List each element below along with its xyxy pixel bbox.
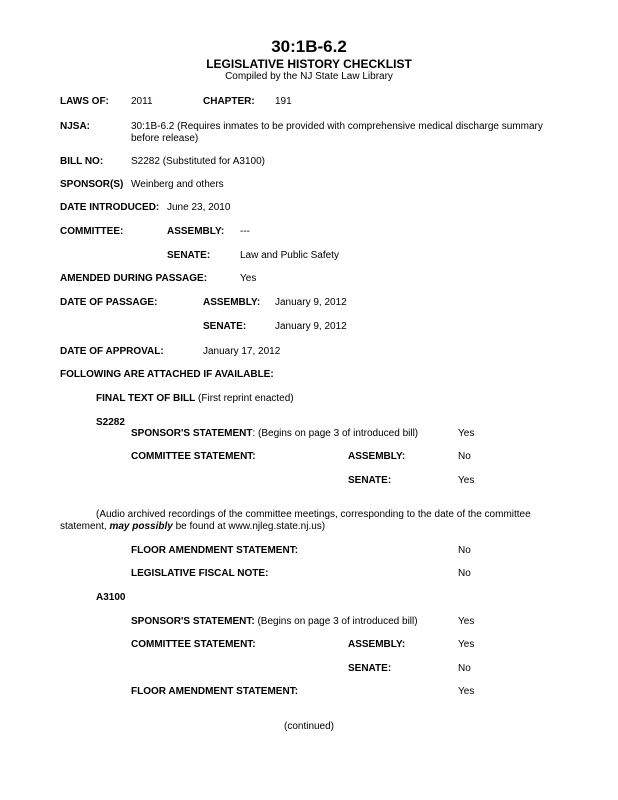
- committee-senate-value: Law and Public Safety: [240, 250, 339, 261]
- audio-note: [60, 509, 576, 533]
- a3100-floor-amendment-value: Yes: [458, 686, 475, 697]
- audio-note-part1: (Audio archived recordings of the committee meetings, corresponding to the date of the committee statement,: [60, 509, 531, 532]
- s2282-committee-statement-label: COMMITTEE STATEMENT:: [131, 451, 256, 462]
- bill-no-value: S2282 (Substituted for A3100): [131, 156, 265, 167]
- committee-senate-label: SENATE:: [167, 250, 211, 261]
- page-subtitle: LEGISLATIVE HISTORY CHECKLIST: [206, 57, 412, 71]
- date-introduced-value: June 23, 2010: [167, 202, 231, 213]
- s2282-fiscal-note-label: LEGISLATIVE FISCAL NOTE:: [131, 568, 269, 579]
- s2282-committee-senate-value: Yes: [458, 475, 475, 486]
- s2282-committee-assembly-value: No: [458, 451, 471, 462]
- chapter-label: CHAPTER:: [203, 96, 255, 107]
- attached-heading: FOLLOWING ARE ATTACHED IF AVAILABLE:: [60, 369, 274, 380]
- committee-assembly-label: ASSEMBLY:: [167, 226, 225, 237]
- final-text-note: (First reprint enacted): [198, 393, 294, 404]
- passage-label: DATE OF PASSAGE:: [60, 297, 158, 308]
- final-text-label: FINAL TEXT OF BILL: [96, 393, 196, 404]
- sponsors-value: Weinberg and others: [131, 179, 224, 190]
- s2282-fiscal-note-value: No: [458, 568, 471, 579]
- bill-no-label: BILL NO:: [60, 156, 104, 167]
- a3100-sponsor-statement-note: (Begins on page 3 of introduced bill): [254, 616, 418, 627]
- a3100-committee-assembly-label: ASSEMBLY:: [348, 639, 406, 650]
- s2282-sponsor-statement-value: Yes: [458, 428, 475, 439]
- s2282-sponsor-statement: [131, 428, 418, 440]
- committee-assembly-value: ---: [240, 226, 250, 237]
- date-introduced-label: DATE INTRODUCED:: [60, 202, 160, 213]
- passage-assembly-label: ASSEMBLY:: [203, 297, 261, 308]
- s2282-floor-amendment-label: FLOOR AMENDMENT STATEMENT:: [131, 545, 299, 556]
- a3100-sponsor-statement-value: Yes: [458, 616, 475, 627]
- sponsors-label: SPONSOR(S): [60, 179, 124, 190]
- a3100-committee-assembly-value: Yes: [458, 639, 475, 650]
- continued-footer: (continued): [283, 721, 335, 732]
- passage-assembly-value: January 9, 2012: [275, 297, 347, 308]
- approval-label: DATE OF APPROVAL:: [60, 346, 164, 357]
- a3100-sponsor-statement: [131, 616, 418, 628]
- s2282-sponsor-statement-note: : (Begins on page 3 of introduced bill): [252, 428, 419, 439]
- page-title: 30:1B-6.2: [271, 37, 347, 56]
- committee-label: COMMITTEE:: [60, 226, 124, 237]
- njsa-label: NJSA:: [60, 121, 91, 132]
- chapter-value: 191: [275, 96, 292, 107]
- compiled-by: Compiled by the NJ State Law Library: [225, 71, 393, 82]
- s2282-bill: S2282: [96, 417, 125, 428]
- audio-note-emphasis: may possibly: [109, 521, 173, 532]
- amended-value: Yes: [240, 273, 257, 284]
- laws-of-label: LAWS OF:: [60, 96, 109, 107]
- a3100-committee-senate-value: No: [458, 663, 471, 674]
- audio-note-part2: be found at www.njleg.state.nj.us): [172, 521, 326, 532]
- final-text-line: [96, 393, 294, 405]
- s2282-committee-senate-label: SENATE:: [348, 475, 392, 486]
- a3100-committee-statement-label: COMMITTEE STATEMENT:: [131, 639, 256, 650]
- a3100-sponsor-statement-label: SPONSOR'S STATEMENT:: [131, 616, 255, 627]
- s2282-sponsor-statement-label: SPONSOR'S STATEMENT: [131, 428, 253, 439]
- amended-label: AMENDED DURING PASSAGE:: [60, 273, 208, 284]
- a3100-bill: A3100: [96, 592, 126, 603]
- s2282-committee-assembly-label: ASSEMBLY:: [348, 451, 406, 462]
- passage-senate-label: SENATE:: [203, 321, 247, 332]
- a3100-committee-senate-label: SENATE:: [348, 663, 392, 674]
- passage-senate-value: January 9, 2012: [275, 321, 347, 332]
- laws-of-value: 2011: [131, 96, 153, 107]
- njsa-value: 30:1B-6.2 (Requires inmates to be provided with comprehensive medical discharge summary before release): [131, 121, 543, 144]
- a3100-floor-amendment-label: FLOOR AMENDMENT STATEMENT:: [131, 686, 299, 697]
- approval-value: January 17, 2012: [203, 346, 281, 357]
- s2282-floor-amendment-value: No: [458, 545, 471, 556]
